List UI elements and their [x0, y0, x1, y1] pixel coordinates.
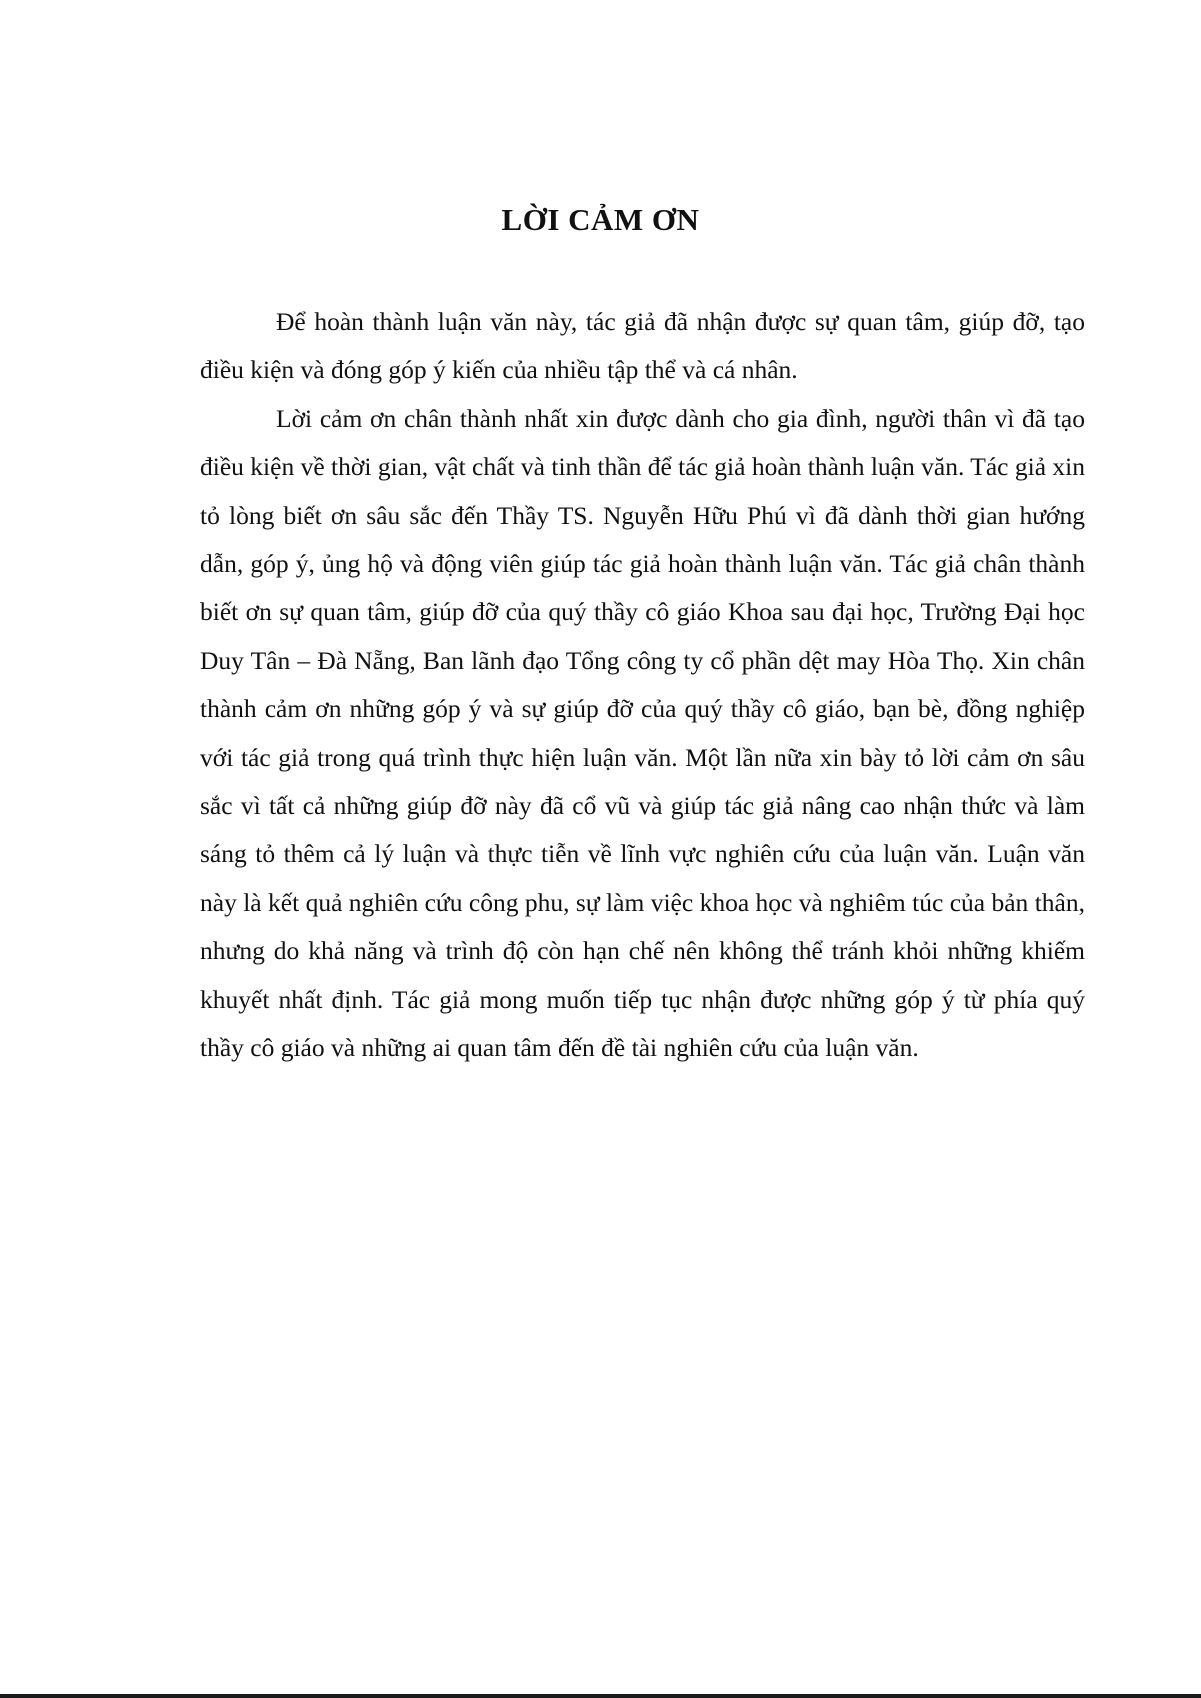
body-text [200, 298, 1085, 1073]
page-bottom-edge [0, 1694, 1201, 1698]
paragraph-acknowledgements: Lời cảm ơn chân thành nhất xin được dành cho gia đình, người thân vì đã tạo điều kiện về thời gian, vật chất và tinh thần để tác giả hoàn thành luận văn. Tác giả xin tỏ lòng biết ơn sâu sắc đến Thầy TS. Nguyễn Hữu Phú vì đã dành thời gian hướng dẫn, góp ý, ủng hộ và động viên giúp tác giả hoàn thành luận văn. Tác giả chân thành biết ơn sự quan tâm, giúp đỡ của quý thầy cô giáo Khoa sau đại học, Trường Đại học Duy Tân – Đà Nẵng, Ban lãnh đạo Tổng công ty cổ phần dệt may Hòa Thọ. Xin chân thành cảm ơn những góp ý và sự giúp đỡ của quý thầy cô giáo, bạn bè, đồng nghiệp với tác giả trong quá trình thực hiện luận văn. Một lần nữa xin bày tỏ lời cảm ơn sâu sắc vì tất cả những giúp đỡ này đã cổ vũ và giúp tác giả nâng cao nhận thức và làm sáng tỏ thêm cả lý luận và thực tiễn về lĩnh vực nghiên cứu của luận văn. Luận văn này là kết quả nghiên cứu công phu, sự làm việc khoa học và nghiêm túc của bản thân, nhưng do khả năng và trình độ còn hạn chế nên không thể tránh khỏi những khiếm khuyết nhất định. Tác giả mong muốn tiếp tục nhận được những góp ý từ phía quý thầy cô giáo và những ai quan tâm đến đề tài nghiên cứu của luận văn. [200, 403, 1085, 1063]
paragraph-intro: Để hoàn thành luận văn này, tác giả đã nhận được sự quan tâm, giúp đỡ, tạo điều kiện và đóng góp ý kiến của nhiều tập thể và cá nhân. [200, 307, 1085, 385]
page-title: LỜI CẢM ƠN [501, 202, 700, 237]
